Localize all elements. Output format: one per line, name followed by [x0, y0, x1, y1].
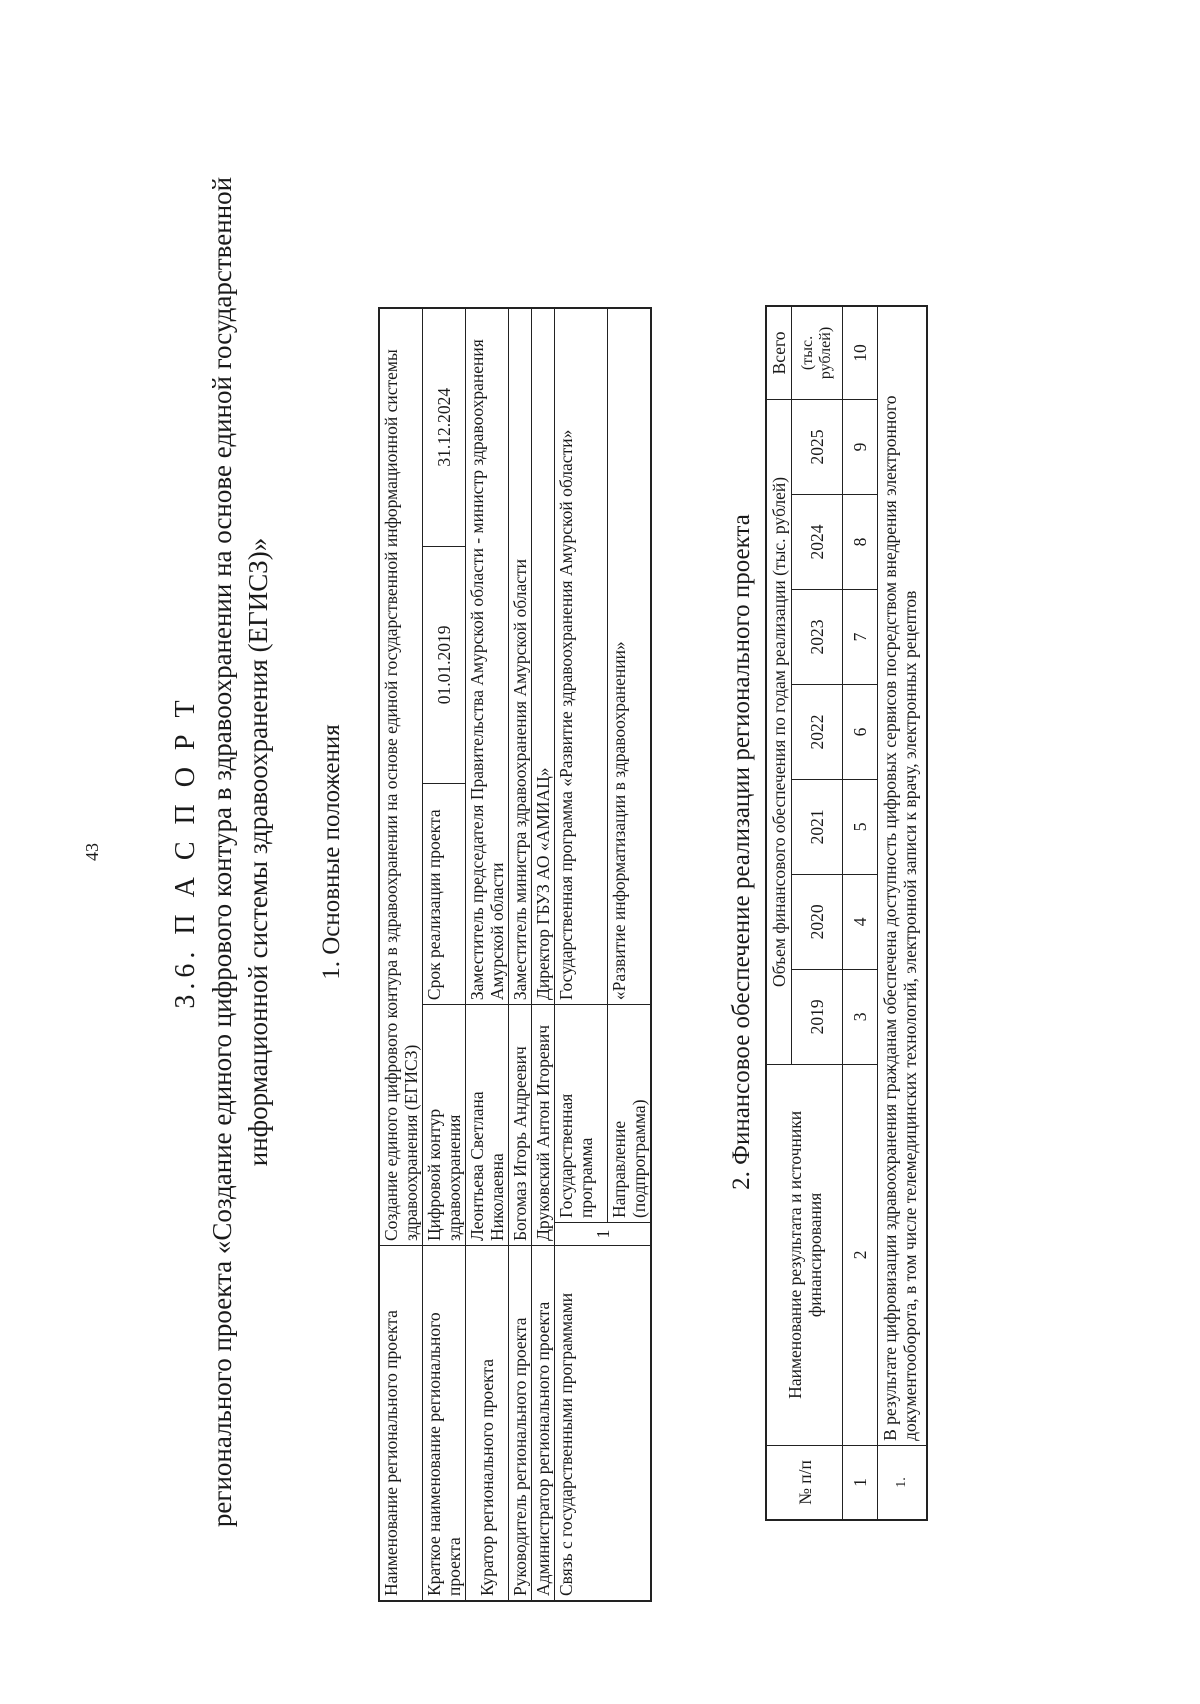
programs-link-label: Связь с государственными программами — [555, 1246, 652, 1602]
curator-name: Леонтьева Светлана Николаевна — [466, 1005, 509, 1246]
table-row — [509, 308, 532, 1601]
table-row — [532, 308, 555, 1601]
administrator-label: Администратор регионального проекта — [532, 1246, 555, 1602]
table-row — [466, 308, 509, 1601]
program-label: Государственная программа — [555, 1005, 608, 1223]
col-number: 1 — [843, 1445, 878, 1520]
col-header-year: 2021 — [792, 779, 843, 874]
table-row — [379, 308, 423, 1601]
col-number: 9 — [843, 399, 878, 494]
start-date: 01.01.2019 — [423, 546, 465, 783]
col-number: 4 — [843, 874, 878, 969]
project-name-label: Наименование регионального проекта — [379, 1246, 423, 1602]
col-header-year: 2022 — [792, 684, 843, 779]
table-row — [878, 306, 928, 1520]
direction-label: Направление (подпрограмма) — [608, 1005, 652, 1223]
col-number: 5 — [843, 779, 878, 874]
short-name-label: Краткое наименование регионального проекта — [423, 1246, 466, 1602]
administrator-position: Директор ГБУЗ АО «АМИАЦ» — [532, 308, 555, 1005]
col-header-name: Наименование результата и источники финансирования — [766, 1064, 843, 1445]
col-header-volume: Объем финансового обеспечения по годам реализации (тыс. рублей) — [766, 399, 792, 1064]
term-label: Срок реализации проекта — [423, 784, 466, 1005]
table-row — [555, 308, 608, 1601]
project-title-line-2: информационной системы здравоохранения (ЕГИСЗ)» — [243, 537, 273, 1167]
head-position: Заместитель министра здравоохранения Амурской области — [509, 308, 532, 1005]
col-header-year: 2019 — [792, 969, 843, 1064]
col-number: 10 — [843, 306, 878, 399]
col-header-year: 2025 — [792, 399, 843, 494]
col-number: 8 — [843, 494, 878, 589]
row-number: 1. — [878, 1445, 928, 1520]
page-number: 43 — [82, 843, 102, 861]
document-heading — [168, 0, 276, 1704]
program-index: 1 — [555, 1223, 652, 1246]
passport-title: 3.6. П А С П О Р Т — [170, 695, 201, 1009]
basic-provisions-table — [378, 307, 652, 1602]
col-number: 2 — [843, 1064, 878, 1445]
short-name-value: Цифровой контур здравоохранения — [423, 1005, 466, 1246]
end-date: 31.12.2024 — [434, 387, 454, 467]
section-2-title: 2. Финансовое обеспечение реализации регионального проекта — [728, 514, 755, 1190]
administrator-name: Друковский Антон Игоревич — [532, 1005, 555, 1246]
project-title-line-1: регионального проекта «Создание единого цифрового контура в здравоохранении на основе единой государственной — [207, 176, 237, 1528]
column-number-row — [843, 306, 878, 1520]
program-value: Государственная программа «Развитие здравоохранения Амурской области» — [555, 308, 608, 1005]
table-row — [423, 308, 466, 1601]
project-name-value: Создание единого цифрового контура в здравоохранении на основе единой государственной информационной системы здравоохранения (ЕГИСЗ) — [379, 308, 423, 1246]
col-number: 7 — [843, 589, 878, 684]
col-number: 3 — [843, 969, 878, 1064]
direction-value: «Развитие информатизации в здравоохранении» — [608, 308, 652, 1005]
col-header-no: № п/п — [766, 1445, 843, 1520]
financing-table — [765, 305, 928, 1521]
section-1-title: 1. Основные положения — [318, 724, 345, 980]
col-header-year: 2024 — [792, 494, 843, 589]
head-label: Руководитель регионального проекта — [509, 1246, 532, 1602]
col-header-total-unit: (тыс. рублей) — [792, 306, 843, 399]
col-header-year: 2023 — [792, 589, 843, 684]
result-description: В результате цифровизации здравоохранения гражданам обеспечена доступность цифровых сервисов посредством внедрения электронного документооборота, в том числе телемедицинских технологий, электронной записи к врачу, электронных рецептов — [878, 306, 928, 1445]
head-name: Богомаз Игорь Андреевич — [509, 1005, 532, 1246]
table-header-row — [766, 306, 792, 1520]
col-number: 6 — [843, 684, 878, 779]
curator-label: Куратор регионального проекта — [466, 1246, 509, 1602]
curator-position: Заместитель председателя Правительства Амурской области - министр здравоохранения Амурской области — [466, 308, 509, 1005]
col-header-total: Всего — [766, 306, 792, 399]
term-dates-cell — [423, 308, 466, 784]
col-header-year: 2020 — [792, 874, 843, 969]
